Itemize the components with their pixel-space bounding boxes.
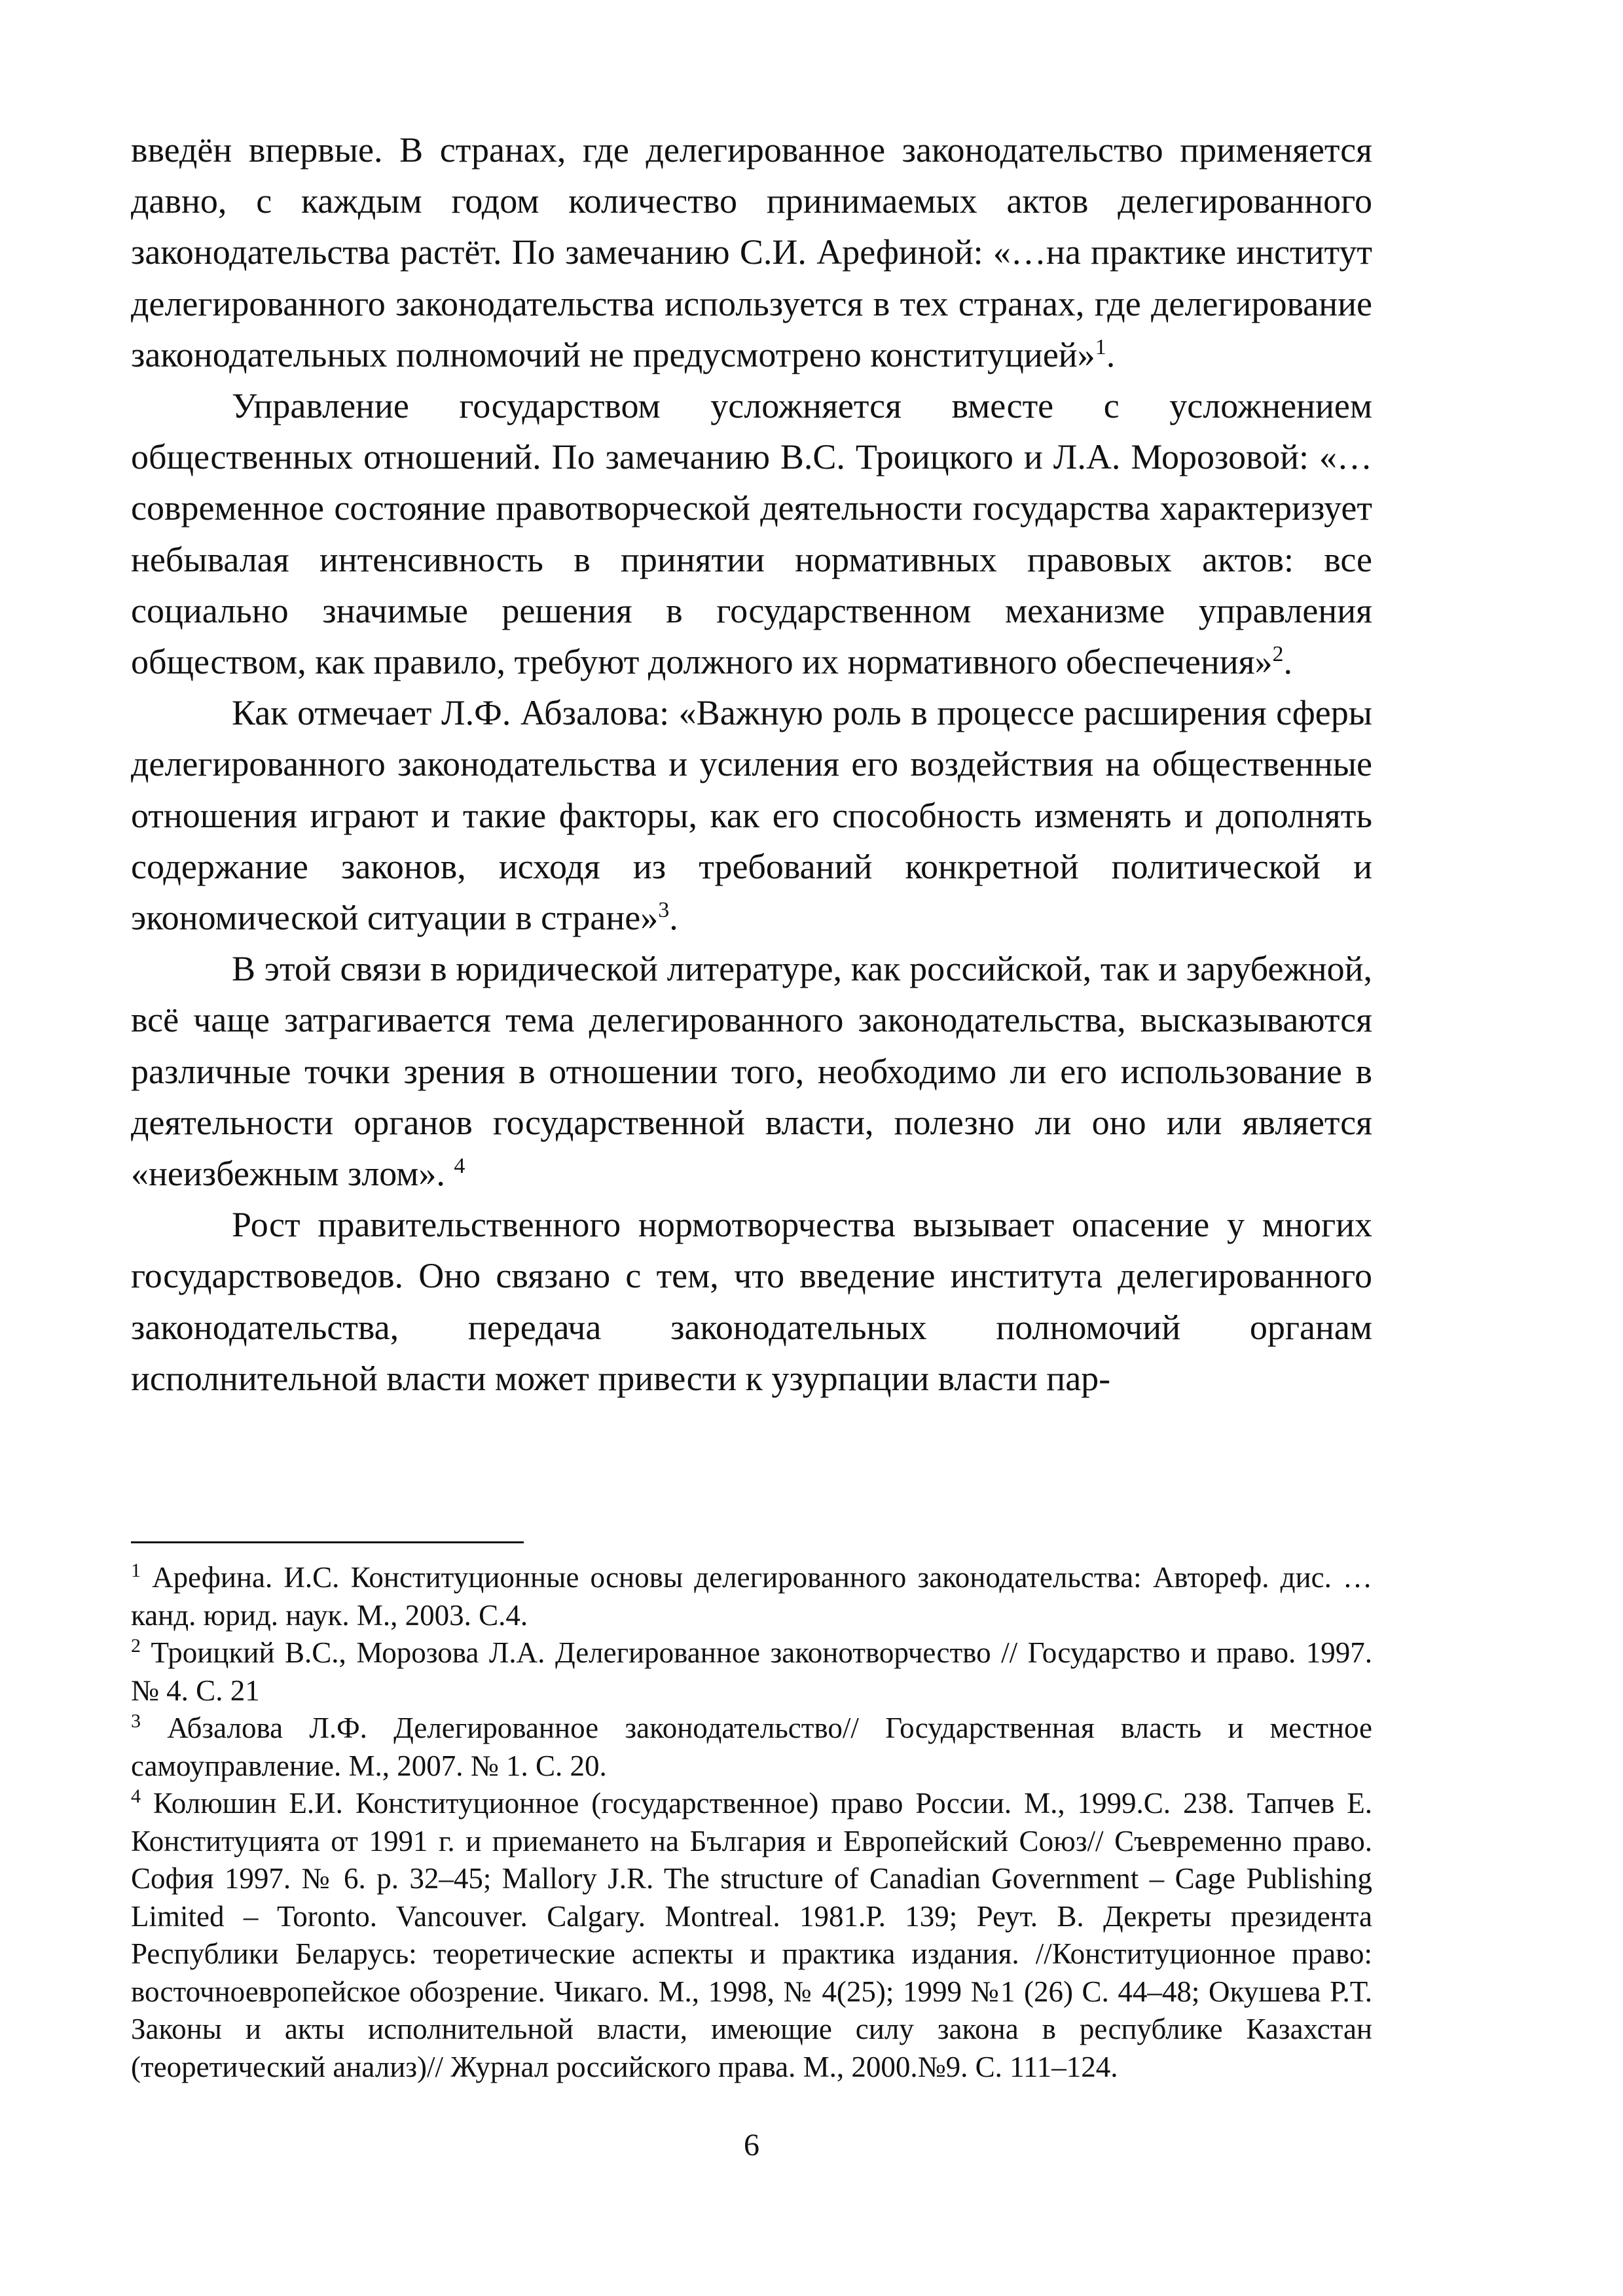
footnote-ref-3: 3 bbox=[658, 898, 670, 923]
footnote-number-1: 1 bbox=[131, 1560, 141, 1581]
paragraph-2-end: . bbox=[1283, 642, 1293, 682]
footnote-text-4: Колюшин Е.И. Конституционное (государственное) право России. М., 1999.С. 238. Тапчев Е. Конституцията от 1991 г. и приемането на България и Европейский Союз// Съевременно право. София 1997. № 6. р. 32–45; Mallory J.R. The structure of Canadian Government – Cage Publishing Limited – Toronto. Vancouver. Calgary. Montreal. 1981.Р. 139; Реут. В. Декреты президента Республики Беларусь: теоретические аспекты и практика издания. //Конституционное право: восточноевропейское обозрение. Чикаго. М., 1998, № 4(25); 1999 №1 (26) С. 44–48; Окушева Р.Т. Законы и акты исполнительной власти, имеющие силу закона в республике Казахстан (теоретический анализ)// Журнал российского права. М., 2000.№9. С. 111–124. bbox=[131, 1787, 1372, 2083]
footnote-1 bbox=[131, 1559, 1372, 1634]
paragraph-2-text: Управление государством усложняется вместе с усложнением общественных отношений. По замечанию В.С. Троицкого и Л.А. Морозовой: «…современное состояние правотворческой деятельности государства характеризует небывалая интенсивность в принятии нормативных правовых актов: все социально значимые решения в государственном механизме управления обществом, как правило, требуют должного их нормативного обеспечения» bbox=[131, 386, 1372, 682]
document-page bbox=[131, 124, 1372, 2206]
paragraph-2 bbox=[131, 380, 1372, 687]
paragraph-3-end: . bbox=[669, 898, 678, 938]
footnote-number-3: 3 bbox=[131, 1710, 141, 1732]
body-text bbox=[131, 124, 1372, 1404]
paragraph-1-text: введён впервые. В странах, где делегированное законодательство применяется давно, с каждым годом количество принимаемых актов делегированного законодательства растёт. По замечанию С.И. Арефиной: «…на практике институт делегированного законодательства используется в тех странах, где делегирование законодательных полномочий не предусмотрено конституцией» bbox=[131, 130, 1372, 374]
paragraph-3-text: Как отмечает Л.Ф. Абзалова: «Важную роль в процессе расширения сферы делегированного законодательства и усиления его воздействия на общественные отношения играют и такие факторы, как его способность изменять и дополнять содержание законов, исходя из требований конкретной политической и экономической ситуации в стране» bbox=[131, 693, 1372, 938]
paragraph-3 bbox=[131, 687, 1372, 943]
footnote-ref-4: 4 bbox=[454, 1154, 465, 1179]
paragraph-4-text: В этой связи в юридической литературе, как российской, так и зарубежной, всё чаще затрагивается тема делегированного законодательства, высказываются различные точки зрения в отношении того, необходимо ли его использование в деятельности органов государственной власти, полезно ли оно или является «неизбежным злом». bbox=[131, 949, 1372, 1194]
footnote-text-1: Арефина. И.С. Конституционные основы делегированного законодательства: Автореф. дис. …канд. юрид. наук. М., 2003. С.4. bbox=[131, 1561, 1372, 1632]
footnote-4 bbox=[131, 1785, 1372, 2086]
footnotes bbox=[131, 1559, 1372, 2086]
footnote-3 bbox=[131, 1710, 1372, 1785]
footnote-separator bbox=[131, 1541, 524, 1543]
paragraph-5-text: Рост правительственного нормотворчества вызывает опасение у многих государствоведов. Оно связано с тем, что введение института делегированного законодательства, передача законодательных полномочий органам исполнительной власти может привести к узурпации власти пар- bbox=[131, 1205, 1372, 1398]
page-number: 6 bbox=[744, 2128, 759, 2162]
footnote-ref-2: 2 bbox=[1272, 642, 1284, 667]
paragraph-4 bbox=[131, 943, 1372, 1199]
paragraph-5 bbox=[131, 1199, 1372, 1404]
footnote-number-2: 2 bbox=[131, 1635, 141, 1657]
footnote-ref-1: 1 bbox=[1095, 334, 1106, 359]
paragraph-1-end: . bbox=[1106, 334, 1116, 374]
footnote-number-4: 4 bbox=[131, 1785, 141, 1807]
footnote-text-2: Троицкий В.С., Морозова Л.А. Делегированное законотворчество // Государство и право. 1997. № 4. С. 21 bbox=[131, 1636, 1372, 1707]
footnote-2 bbox=[131, 1634, 1372, 1710]
paragraph-1 bbox=[131, 124, 1372, 380]
footnote-text-3: Абзалова Л.Ф. Делегированное законодательство// Государственная власть и местное самоуправление. М., 2007. № 1. С. 20. bbox=[131, 1712, 1372, 1782]
